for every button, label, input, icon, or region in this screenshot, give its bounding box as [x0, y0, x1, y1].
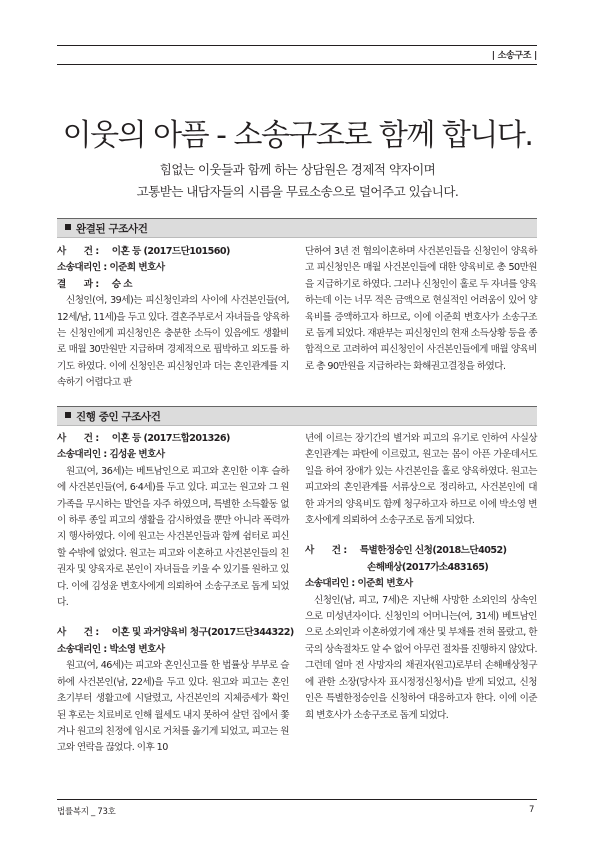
section-header-completed: [57, 218, 537, 238]
section-label: 진행 중인 구조사건: [76, 411, 161, 423]
case1-body-left: 신청인(여, 39세)는 피신청인과의 사이에 사건본인들(여, 12세/남, 11세)을 두고 있다. 결혼주부로서 자녀들을 양육하는 신청인에게 피신청인은 충분한 소득이 있음에도 생활비로 매월 30만원만 지급하며 경제적으로 핍박하고 외도를 하기도 하였다. 이에 신청인은 피신청인과 더는 혼인관계를 지속하기 어렵다고 판: [57, 295, 289, 389]
case1-right-column: [305, 244, 537, 375]
ongoing-left-column: [57, 431, 294, 757]
case4-body: 신청인(남, 피고, 7세)은 지난해 사망한 소외인의 상속인으로 미성년자이다. 신청인의 어머니는(여, 31세) 베트남인으로 소외인과 이혼하였기에 재산 및 부채를 전혀 몰랐고, 한국의 상속절차도 알 수 없어 아무런 절차를 진행하지 않았다. 그런데 얼마 전 사망자의 채권자(원고)로부터 손해배상청구에 관한 소장(당사자 표시정정신청서)을 받게 되었고, 신청인은 특별한정승인을 신청하여 대응하고자 한다. 이에 이준희 변호사가 소송구조로 돕게 되었다.: [305, 594, 537, 721]
case1-left-column: [57, 244, 289, 392]
footer-rule: [57, 799, 537, 800]
case1-result-line: 결 과 : 승 소: [57, 278, 133, 290]
case2-body: 원고(여, 36세)는 베트남인으로 피고와 혼인한 이후 슬하에 사건본인들(여, 6·4세)를 두고 있다. 피고는 원고와 그 원가족을 무시하는 발언을 자주 하였으며, 특별한 소득활동 없이 하루 종일 피고의 생활을 감시하였을 뿐만 아니라 폭력까지 행사하였다. 이에 원고는 사건본인들과 함께 쉼터로 피신할 수밖에 없었다. 원고는 피고와 이혼하고 사건본인들의 친권자 및 양육자로 본인이 자녀들을 키울 수 있기를 원하고 있다. 이에 김성윤 변호사에게 의뢰하여 소송구조로 돕게 되었다.: [57, 465, 289, 609]
case1-lawyer-line: 소송대리인 : 이준희 변호사: [57, 262, 165, 274]
ongoing-right-column: [305, 431, 537, 724]
square-bullet-icon: [65, 224, 71, 230]
page-title: 이웃의 아픔 - 소송구조로 함께 합니다.: [62, 118, 533, 153]
subtitle-line-1: 힘없는 이웃들과 함께 하는 상담원은 경제적 약자이며: [159, 162, 436, 177]
running-header: [57, 45, 537, 65]
case4-lawyer-line: 소송대리인 : 이준희 변호사: [305, 578, 413, 590]
case2-body-right: 년에 이르는 장기간의 별거와 피고의 유기로 인하여 사실상 혼인관계는 파탄에 이르렀고, 원고는 몸이 아픈 가운데서도 일을 하여 장애가 있는 사건본인을 홀로 양육하였다. 원고는 피고와의 혼인관계를 서류상으로 정리하고, 사건본인에 대한 과거의 양육비도 함께 청구하고자 하므로 이에 박소영 변호사에게 의뢰하여 소송구조로 돕게 되었다.: [305, 433, 537, 527]
footer-publication: 법률복지 _ 73호: [57, 807, 116, 817]
page-number: 7: [529, 805, 535, 815]
case2-case-line: 사 건 : 이혼 등 (2017드합201326): [57, 433, 230, 444]
case4-case-line: 사 건 : 특별한정승인 신청(2018느단4052): [305, 545, 507, 557]
case1-case-line: 사 건 : 이혼 등 (2017드단101560): [57, 246, 230, 257]
case4-case-line-2: 손해배상(2017가소483165): [367, 561, 489, 573]
square-bullet-icon: [65, 412, 71, 418]
section-label: 완결된 구조사건: [76, 223, 148, 235]
case3-case-line: 사 건 : 이혼 및 과거양육비 청구(2017드단344322): [57, 627, 294, 639]
case1-body-right: 단하여 3년 전 협의이혼하며 사건본인들을 신청인이 양육하고 피신청인은 매월 사건본인들에 대한 양육비로 총 50만원을 지급하기로 하였다. 그러나 신청인이 홀로 두 자녀를 양육하는데 이는 너무 적은 금액으로 현실적인 어려움이 있어 양육비를 증액하고자 하므로, 이에 이준희 변호사가 소송구조로 돕게 되었다. 재판부는 피신청인의 현재 소득상황 등을 종합적으로 고려하여 피신청인이 사건본인들에게 매월 양육비로 총 90만원을 지급하라는 화해권고결정을 하였다.: [305, 246, 537, 372]
section-header-ongoing: [57, 406, 537, 426]
case3-lawyer-line: 소송대리인 : 박소영 변호사: [57, 643, 165, 655]
case3-body-left: 원고(여, 46세)는 피고와 혼인신고를 한 법률상 부부로 슬하에 사건본인(남, 22세)을 두고 있다. 원고와 피고는 혼인 초기부터 생활고에 시달렸고, 사건본인의 지체증세가 확인된 후로는 치료비로 인해 월세도 내지 못하여 살던 집에서 쫓겨나 원고의 친정에 임시로 거처를 옮기게 되었고, 피고는 원고와 연락을 끊었다. 이후 10: [57, 660, 289, 754]
subtitle-line-2: 고통받는 내담자들의 시름을 무료소송으로 덜어주고 있습니다.: [136, 184, 459, 199]
section-tag: | 소송구조 |: [491, 51, 537, 61]
case2-lawyer-line: 소송대리인 : 김성윤 변호사: [57, 449, 165, 461]
